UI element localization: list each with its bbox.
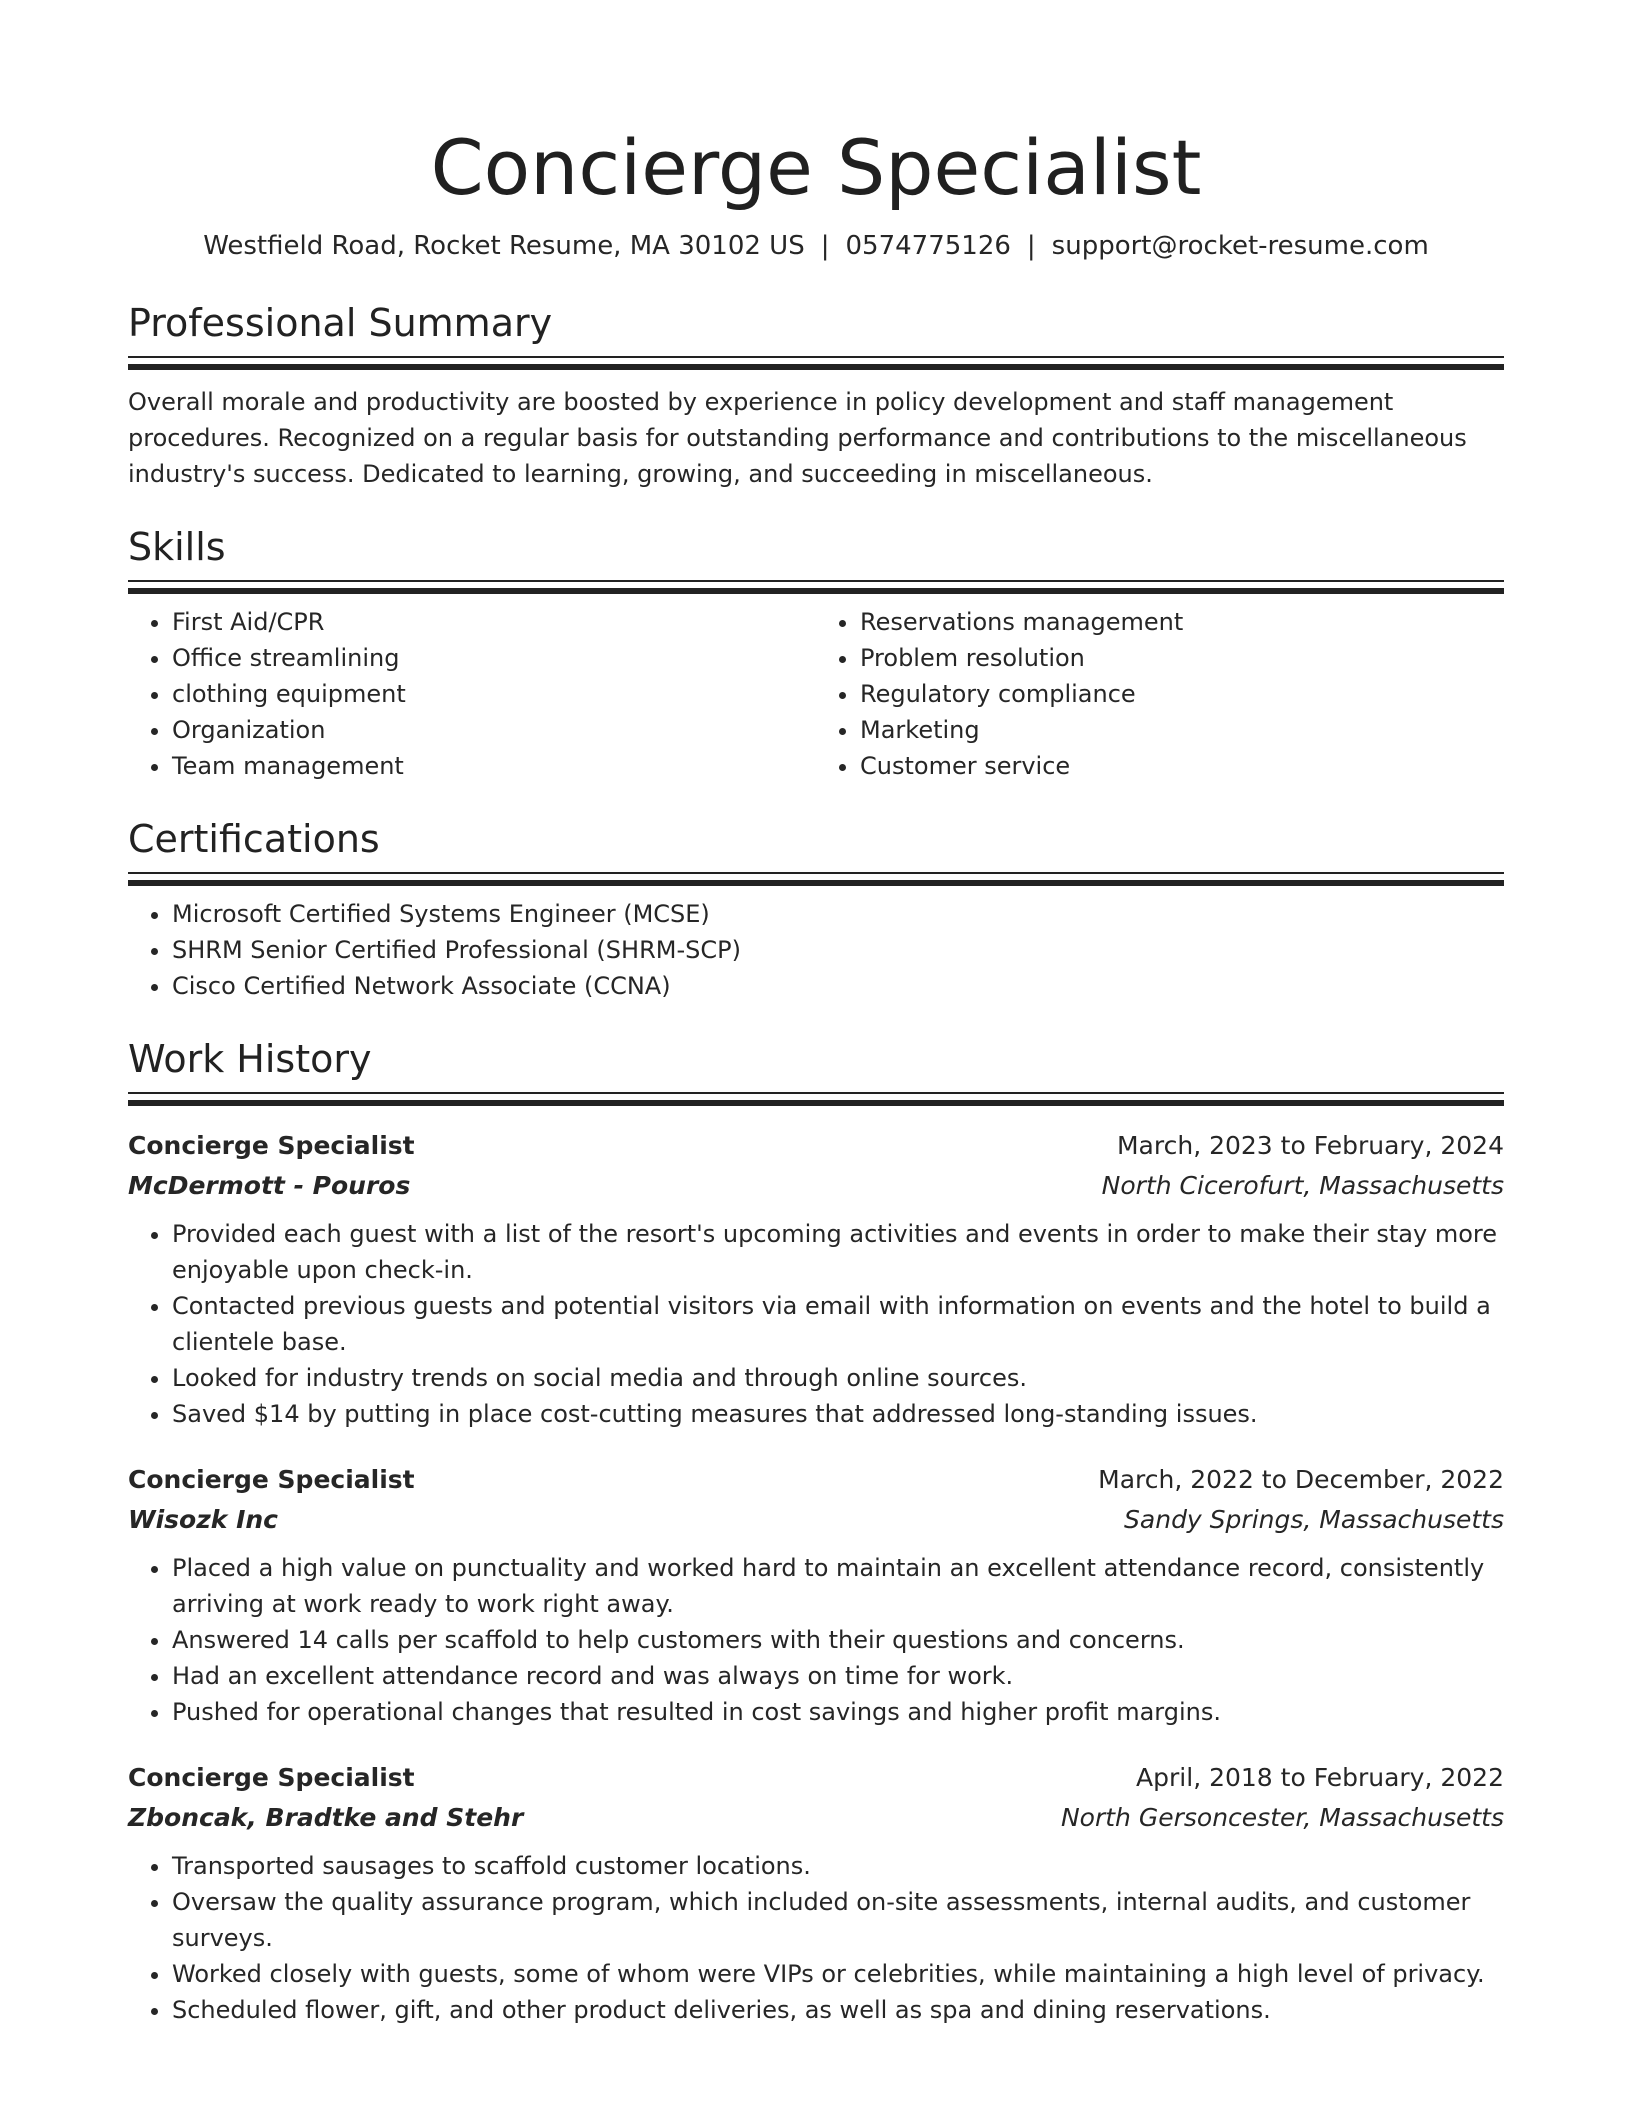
contact-address: Westfield Road, Rocket Resume, MA 30102 US xyxy=(203,231,805,261)
section-divider xyxy=(128,1092,1504,1106)
job-bullet: • Transported sausages to scaffold customer locations. xyxy=(172,1848,1504,1884)
job-bullet: • Pushed for operational changes that resulted in cost savings and higher profit margins. xyxy=(172,1694,1504,1730)
job-entry xyxy=(128,1758,1504,2028)
job-bullet: • Had an excellent attendance record and was always on time for work. xyxy=(172,1658,1504,1694)
skill-item: • First Aid/CPR xyxy=(172,604,816,640)
contact-phone: 0574775126 xyxy=(845,231,1011,261)
job-bullets xyxy=(128,1216,1504,1432)
job-header xyxy=(128,1126,1504,1166)
job-entry xyxy=(128,1460,1504,1730)
job-bullets xyxy=(128,1550,1504,1730)
skill-item: • Organization xyxy=(172,712,816,748)
job-subheader xyxy=(128,1500,1504,1540)
skills-section xyxy=(128,522,1504,784)
skill-item: • Regulatory compliance xyxy=(860,676,1504,712)
job-subheader xyxy=(128,1166,1504,1206)
job-company: Wisozk Inc xyxy=(128,1505,278,1534)
contact-email[interactable]: support@rocket-resume.com xyxy=(1051,231,1429,261)
job-dates: March, 2023 to February, 2024 xyxy=(1116,1131,1504,1160)
contact-separator: | xyxy=(820,231,830,261)
skill-item: • Reservations management xyxy=(860,604,1504,640)
contact-line xyxy=(128,228,1504,264)
contact-separator: | xyxy=(1026,231,1036,261)
job-bullets xyxy=(128,1848,1504,2028)
job-dates: March, 2022 to December, 2022 xyxy=(1098,1465,1504,1494)
job-bullet: • Answered 14 calls per scaffold to help customers with their questions and concerns. xyxy=(172,1622,1504,1658)
job-title: Concierge Specialist xyxy=(128,1763,415,1792)
job-entry xyxy=(128,1126,1504,1432)
resume-page xyxy=(128,0,1504,2028)
section-divider xyxy=(128,356,1504,370)
certification-item: • Microsoft Certified Systems Engineer (MCSE) xyxy=(172,896,1504,932)
job-bullet: • Worked closely with guests, some of whom were VIPs or celebrities, while maintaining a high level of privacy. xyxy=(172,1956,1504,1992)
skill-item: • Problem resolution xyxy=(860,640,1504,676)
job-bullet: • Placed a high value on punctuality and worked hard to maintain an excellent attendance record, consistently arriving at work ready to work right away. xyxy=(172,1550,1504,1622)
job-bullet: • Oversaw the quality assurance program, which included on-site assessments, internal audits, and customer surveys. xyxy=(172,1884,1504,1956)
certification-item: • Cisco Certified Network Associate (CCNA) xyxy=(172,968,1504,1004)
job-header xyxy=(128,1758,1504,1798)
job-bullet: • Saved $14 by putting in place cost-cutting measures that addressed long-standing issues. xyxy=(172,1396,1504,1432)
skills-list-left xyxy=(128,604,816,784)
job-bullet: • Scheduled flower, gift, and other product deliveries, as well as spa and dining reservations. xyxy=(172,1992,1504,2028)
job-location: North Gersoncester, Massachusetts xyxy=(1060,1803,1504,1832)
section-title-skills: Skills xyxy=(128,525,226,569)
job-location: North Cicerofurt, Massachusetts xyxy=(1101,1171,1504,1200)
certifications-list xyxy=(128,896,1504,1004)
skill-item: • Team management xyxy=(172,748,816,784)
section-divider xyxy=(128,872,1504,886)
professional-summary-section xyxy=(128,298,1504,492)
job-company: Zboncak, Bradtke and Stehr xyxy=(128,1803,524,1832)
section-title-summary: Professional Summary xyxy=(128,301,553,345)
job-company: McDermott - Pouros xyxy=(128,1171,411,1200)
job-subheader xyxy=(128,1798,1504,1838)
candidate-name: Concierge Specialist xyxy=(430,123,1202,212)
section-divider xyxy=(128,580,1504,594)
summary-text: Overall morale and productivity are boosted by experience in policy development and staff management procedures. Recognized on a regular basis for outstanding performance and contributions to the miscellaneous industry's success. Dedicated to learning, growing, and succeeding in miscellaneous. xyxy=(128,388,1467,488)
section-title-work-history: Work History xyxy=(128,1037,372,1081)
job-location: Sandy Springs, Massachusetts xyxy=(1124,1505,1504,1534)
skills-grid xyxy=(128,604,1504,784)
job-title: Concierge Specialist xyxy=(128,1465,415,1494)
job-bullet: • Looked for industry trends on social media and through online sources. xyxy=(172,1360,1504,1396)
job-bullet: • Provided each guest with a list of the resort's upcoming activities and events in order to make their stay more enjoyable upon check-in. xyxy=(172,1216,1504,1288)
skill-item: • Marketing xyxy=(860,712,1504,748)
job-title: Concierge Specialist xyxy=(128,1131,415,1160)
job-dates: April, 2018 to February, 2022 xyxy=(1136,1763,1504,1792)
certification-item: • SHRM Senior Certified Professional (SHRM-SCP) xyxy=(172,932,1504,968)
job-bullet: • Contacted previous guests and potential visitors via email with information on events and the hotel to build a clientele base. xyxy=(172,1288,1504,1360)
skill-item: • Office streamlining xyxy=(172,640,816,676)
certifications-section xyxy=(128,814,1504,1004)
section-title-certifications: Certifications xyxy=(128,817,380,861)
skill-item: • Customer service xyxy=(860,748,1504,784)
skill-item: • clothing equipment xyxy=(172,676,816,712)
work-history-section xyxy=(128,1034,1504,2028)
skills-list-right xyxy=(816,604,1504,784)
job-header xyxy=(128,1460,1504,1500)
